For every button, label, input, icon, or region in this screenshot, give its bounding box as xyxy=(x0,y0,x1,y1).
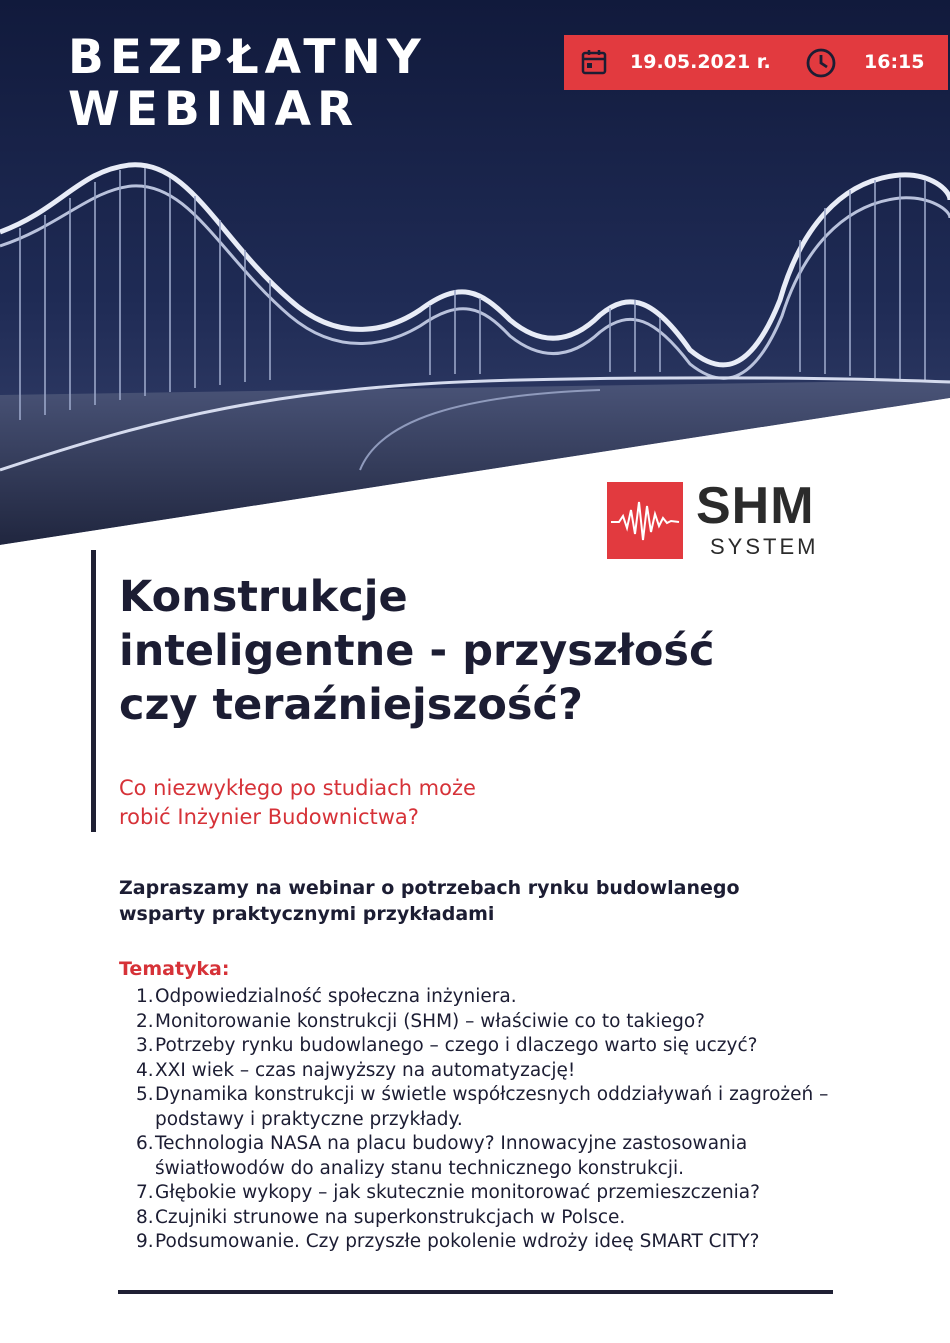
badge-line2: WEBINAR xyxy=(68,82,360,137)
item-text: Monitorowanie konstrukcji (SHM) – właściwie co to takiego? xyxy=(155,1010,705,1032)
calendar-icon xyxy=(581,49,607,75)
bottom-divider xyxy=(118,1290,833,1294)
list-item xyxy=(119,1132,839,1181)
item-number: 5. xyxy=(136,1084,154,1105)
subtitle xyxy=(119,774,639,832)
badge-line1: BEZPŁATNY xyxy=(68,30,427,85)
topics-list xyxy=(119,985,839,1255)
title-line2: inteligentne - przyszłość xyxy=(119,626,715,676)
event-time: 16:15 xyxy=(864,51,925,73)
title-line3: czy teraźniejszość? xyxy=(119,680,583,730)
logo-name: SHM xyxy=(696,477,815,535)
clock-icon xyxy=(805,47,837,79)
list-item xyxy=(119,985,839,1010)
intro-line1: Zapraszamy na webinar o potrzebach rynku budowlanego xyxy=(119,877,740,899)
item-number: 8. xyxy=(136,1206,154,1228)
logo-wave-mark xyxy=(607,482,683,559)
item-text: Potrzeby rynku budowlanego – czego i dlaczego warto się uczyć? xyxy=(155,1035,758,1056)
topics-heading: Tematyka: xyxy=(119,958,230,980)
intro-line2: wsparty praktycznymi przykładami xyxy=(119,903,495,925)
event-date: 19.05.2021 r. xyxy=(630,51,771,73)
subtitle-line1: Co niezwykłego po studiach może xyxy=(119,776,476,800)
list-item xyxy=(119,1034,839,1059)
item-number: 2. xyxy=(136,1010,154,1032)
item-text: Dynamika konstrukcji w świetle współczesnych oddziaływań i zagrożeń – podstawy i praktyczne przykłady. xyxy=(155,1084,829,1130)
webinar-badge xyxy=(68,32,427,136)
shm-system-logo xyxy=(607,477,839,562)
list-item xyxy=(119,1059,839,1084)
list-item xyxy=(119,1010,839,1035)
waveform-icon xyxy=(607,482,683,559)
item-text: XXI wiek – czas najwyższy na automatyzację! xyxy=(155,1059,576,1081)
logo-sub: SYSTEM xyxy=(710,534,819,559)
item-number: 1. xyxy=(136,986,154,1007)
item-text: Głębokie wykopy – jak skutecznie monitorować przemieszczenia? xyxy=(155,1182,760,1203)
list-item xyxy=(119,1181,839,1206)
subtitle-line2: robić Inżynier Budownictwa? xyxy=(119,805,419,829)
item-text: Odpowiedzialność społeczna inżyniera. xyxy=(155,986,517,1007)
item-number: 7. xyxy=(136,1182,154,1203)
item-text: Czujniki strunowe na superkonstrukcjach w Polsce. xyxy=(155,1206,626,1228)
item-text: Technologia NASA na placu budowy? Innowacyjne zastosowania światłowodów do analizy stanu technicznego konstrukcji. xyxy=(155,1133,748,1179)
intro-text xyxy=(119,875,839,927)
page-title xyxy=(119,570,879,732)
item-number: 4. xyxy=(136,1059,154,1081)
date-time-bar xyxy=(564,35,948,90)
item-number: 9. xyxy=(136,1231,154,1252)
item-number: 6. xyxy=(136,1133,154,1154)
list-item xyxy=(119,1230,839,1255)
title-accent-bar xyxy=(91,550,96,832)
item-text: Podsumowanie. Czy przyszłe pokolenie wdroży ideę SMART CITY? xyxy=(155,1231,760,1252)
title-line1: Konstrukcje xyxy=(119,572,408,622)
item-number: 3. xyxy=(136,1035,154,1056)
list-item xyxy=(119,1083,839,1132)
list-item xyxy=(119,1206,839,1231)
